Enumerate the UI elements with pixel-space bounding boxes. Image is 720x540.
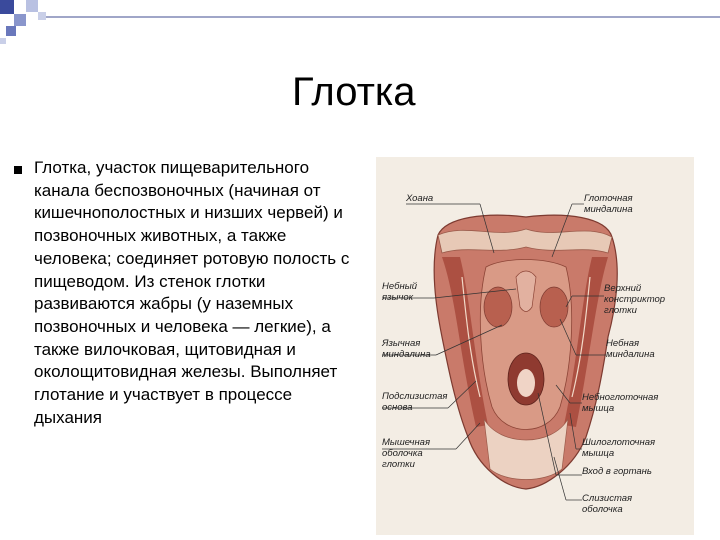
corner-square-decoration bbox=[0, 38, 6, 44]
label-larynx-entrance: Вход в гортань bbox=[582, 466, 652, 477]
corner-square-decoration bbox=[14, 14, 26, 26]
slide-title: Глотка bbox=[292, 70, 416, 114]
label-upper-constrictor: глотки bbox=[604, 305, 637, 316]
corner-square-decoration bbox=[6, 26, 16, 36]
label-submucosa: основа bbox=[382, 402, 413, 413]
label-stylopharyngeal-muscle: мышца bbox=[582, 448, 615, 459]
bullet-square-icon bbox=[14, 166, 22, 174]
pharynx-illustration bbox=[376, 157, 694, 535]
label-hoana: Хоана bbox=[406, 193, 434, 204]
header-rule bbox=[46, 16, 720, 18]
label-palatine-tonsil: миндалина bbox=[606, 349, 655, 360]
corner-square-decoration bbox=[26, 0, 38, 12]
label-soft-palate-uvula: Небный bbox=[382, 281, 417, 292]
label-mucosa: оболочка bbox=[582, 504, 623, 515]
label-pharyngeal-tonsil: Глоточная bbox=[584, 193, 633, 204]
corner-square-decoration bbox=[38, 12, 46, 20]
label-palatine-tonsil: Небная bbox=[606, 338, 640, 349]
label-submucosa: Подслизистая bbox=[382, 391, 448, 402]
pharynx-drawing bbox=[376, 157, 694, 535]
label-upper-constrictor: констриктор bbox=[604, 294, 666, 305]
label-muscular-coat: Мышечная bbox=[382, 437, 431, 448]
label-muscular-coat: оболочка bbox=[382, 448, 423, 459]
label-muscular-coat: глотки bbox=[382, 459, 415, 470]
label-upper-constrictor: Верхний bbox=[604, 283, 642, 294]
label-pharyngeal-tonsil: миндалина bbox=[584, 204, 633, 215]
label-soft-palate-uvula: язычок bbox=[382, 292, 414, 303]
label-lingual-tonsil: миндалина bbox=[382, 349, 431, 360]
label-stylopharyngeal-muscle: Шилоглоточная bbox=[582, 437, 656, 448]
label-lingual-tonsil: Язычная bbox=[382, 338, 421, 349]
label-mucosa: Слизистая bbox=[582, 493, 633, 504]
corner-square-decoration bbox=[0, 0, 14, 14]
label-palatopharyngeal-muscle: мышца bbox=[582, 403, 615, 414]
label-palatopharyngeal-muscle: Небноглоточная bbox=[582, 392, 659, 403]
bullet-text: Глотка, участок пищеварительного канала беспозвоночных (начиная от кишечнополостных и низших червей) и позвоночных животных, а также человека; соединяет ротовую полость с пищеводом. Из стенок глотки развиваются жабры (у наземных позвоночных и человека — легкие), а также вилочковая, щитовидная и околощитовидная железы. Выполняет глотание и участвует в процессе дыхания bbox=[34, 158, 350, 427]
